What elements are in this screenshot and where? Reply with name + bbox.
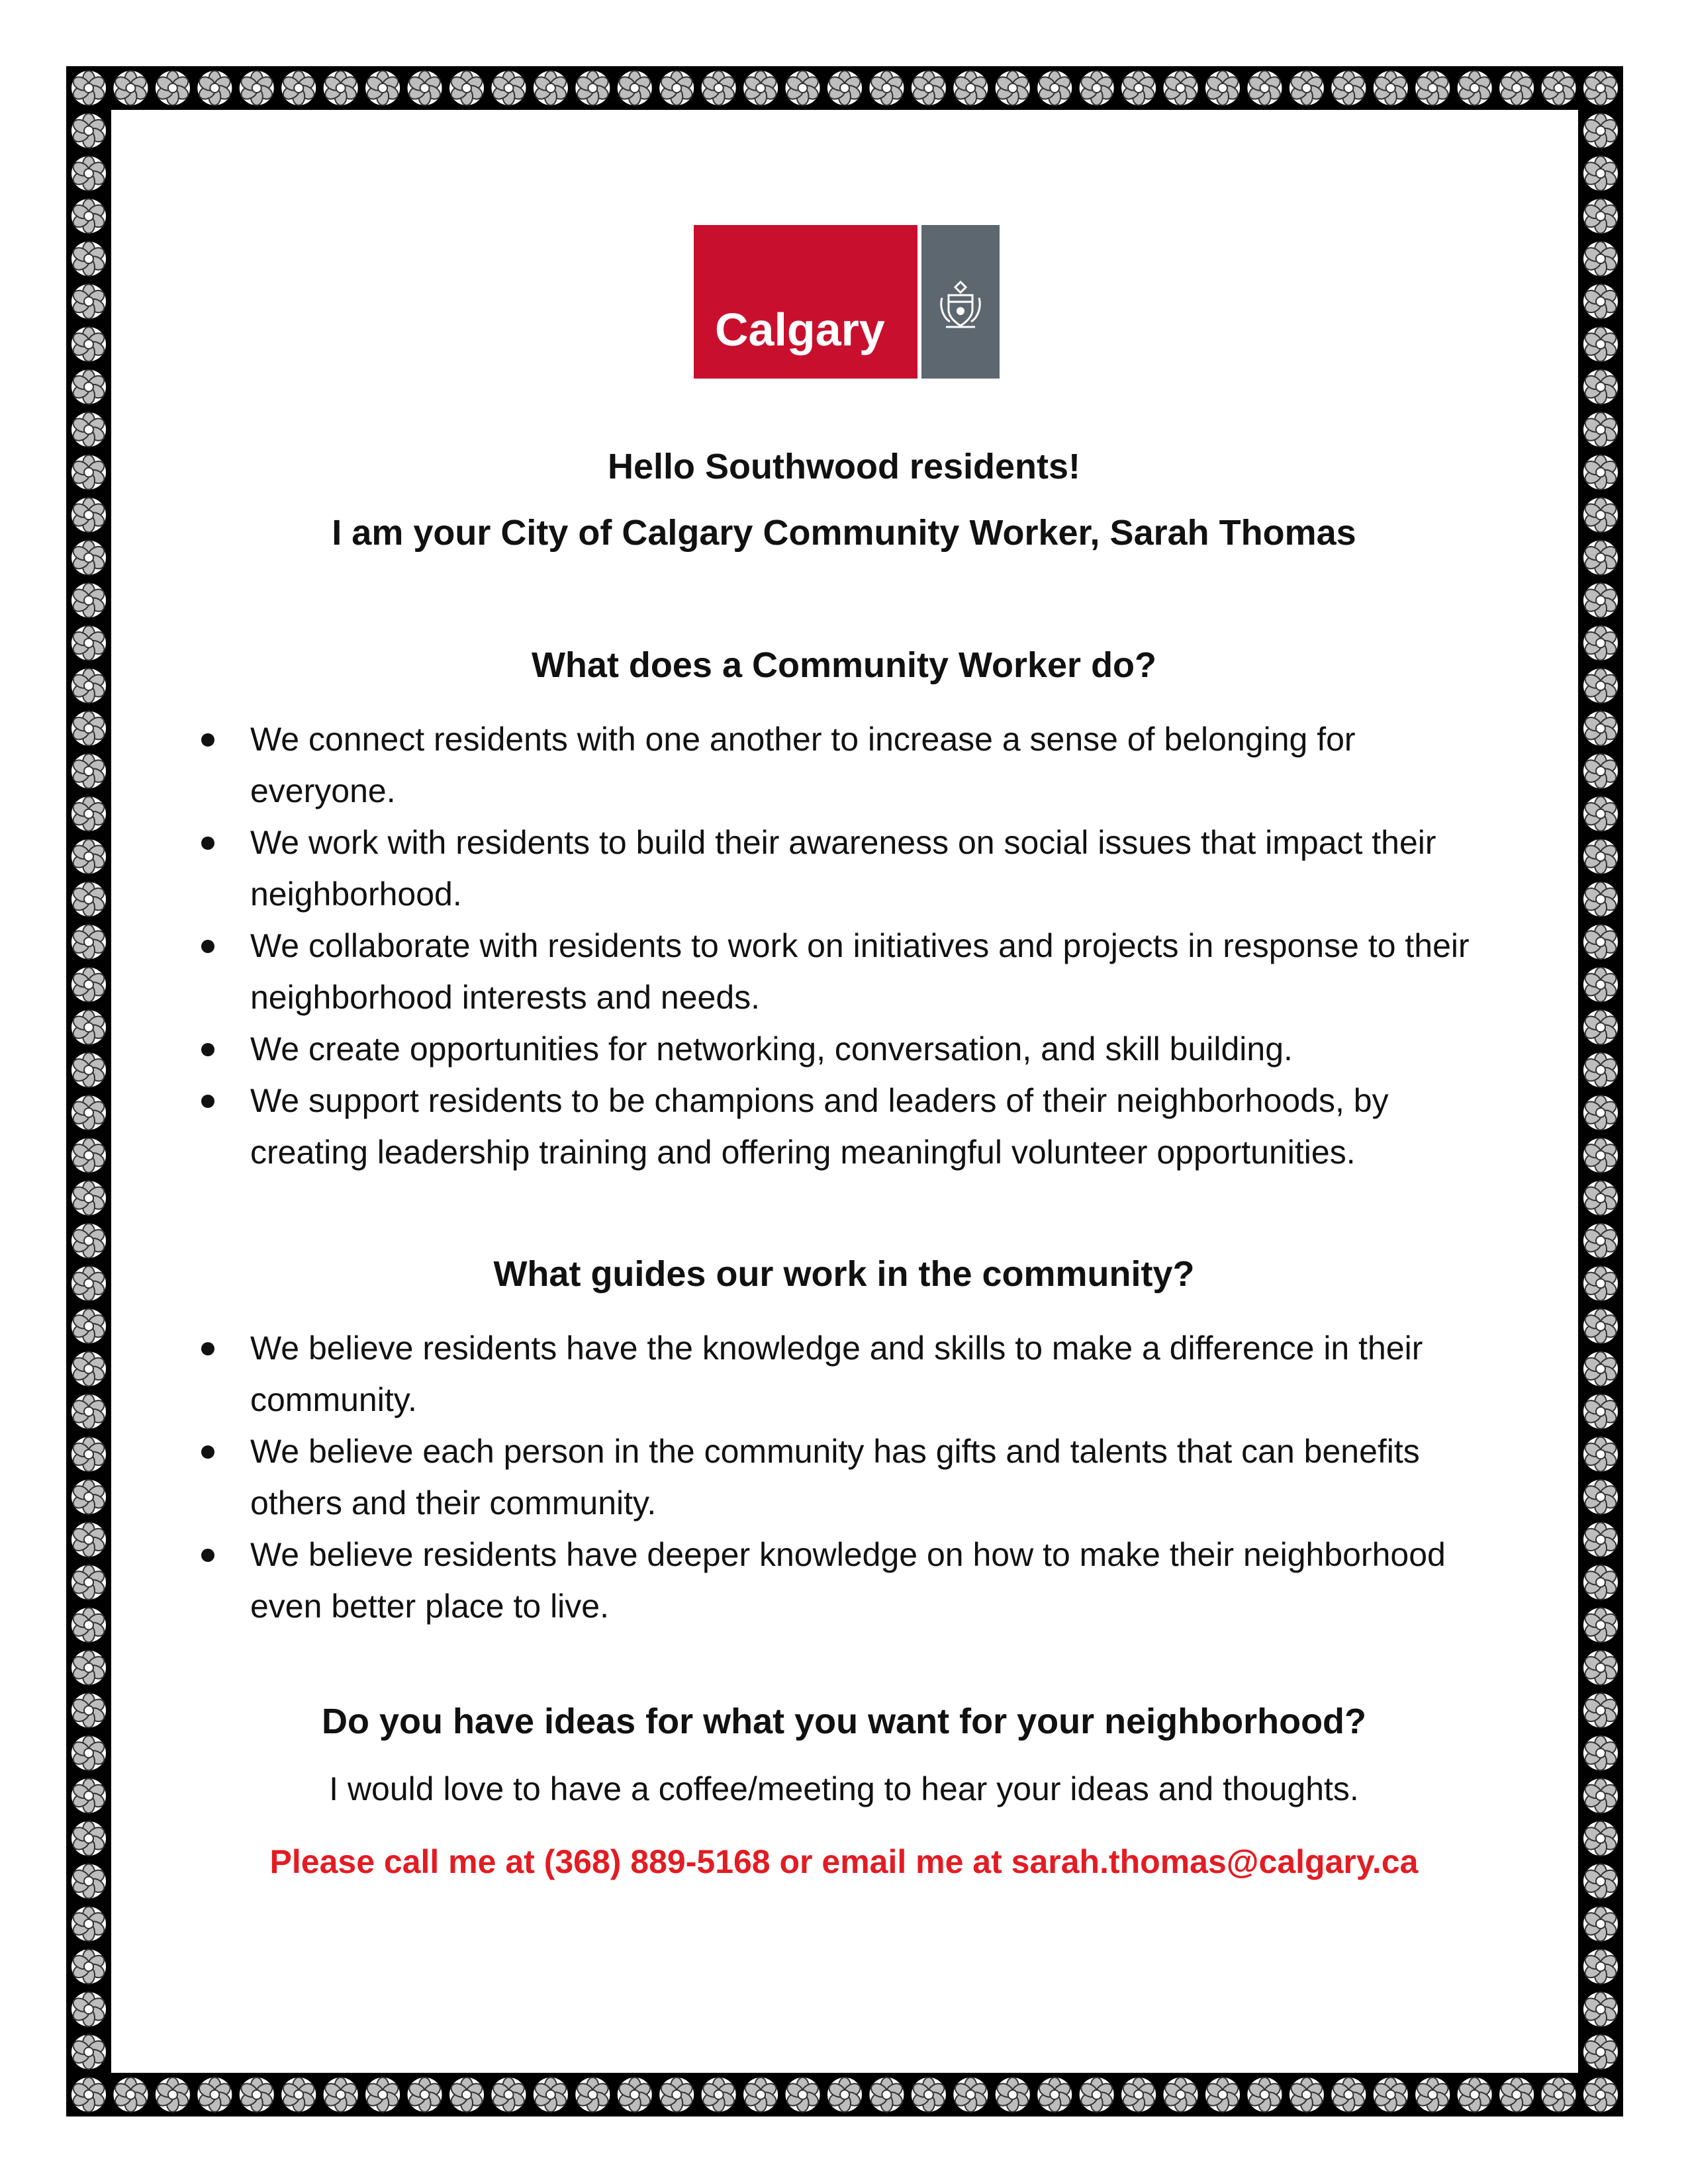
bullet-icon [201, 1342, 214, 1355]
bullet-icon [201, 1043, 214, 1056]
list-item: We collaborate with residents to work on initiatives and projects in response to their neighborhood interests and needs. [179, 920, 1509, 1023]
list-item: We connect residents with one another to increase a sense of belonging for everyone. [179, 713, 1509, 817]
city-of-calgary-logo [694, 225, 1000, 379]
bullet-icon [201, 733, 214, 747]
logo-red-block [694, 225, 917, 379]
greeting-heading: Hello Southwood residents! [607, 447, 1081, 486]
flyer-content [179, 437, 1509, 1885]
section-title-guides: What guides our work in the community? [493, 1254, 1195, 1294]
list-item: We create opportunities for networking, conversation, and skill building. [179, 1023, 1509, 1075]
role-list [179, 713, 1509, 1178]
list-item: We believe each person in the community has gifts and talents that can benefits others and their community. [179, 1426, 1509, 1529]
bullet-icon [201, 1445, 214, 1459]
closing-question: Do you have ideas for what you want for your neighborhood? [321, 1702, 1367, 1741]
bullet-icon [201, 1549, 214, 1562]
section-title-role: What does a Community Worker do? [531, 645, 1157, 685]
contact-line: Please call me at (368) 889-5168 or email me at sarah.thomas@calgary.ca [269, 1843, 1419, 1880]
list-item: We believe residents have deeper knowledge on how to make their neighborhood even better place to live. [179, 1529, 1509, 1632]
closing-invitation: I would love to have a coffee/meeting to hear your ideas and thoughts. [329, 1770, 1359, 1807]
list-item: We work with residents to build their awareness on social issues that impact their neighborhood. [179, 817, 1509, 920]
list-item: We believe residents have the knowledge and skills to make a difference in their community. [179, 1322, 1509, 1426]
logo-grey-block [921, 225, 1000, 379]
bullet-icon [201, 837, 214, 850]
list-item: We support residents to be champions and leaders of their neighborhoods, by creating leadership training and offering meaningful volunteer opportunities. [179, 1075, 1509, 1178]
logo-wordmark: Calgary [715, 304, 885, 355]
intro-heading: I am your City of Calgary Community Worker, Sarah Thomas [332, 513, 1356, 553]
bullet-icon [201, 940, 214, 953]
city-crest-icon [934, 278, 987, 331]
guides-list [179, 1322, 1509, 1632]
bullet-icon [201, 1095, 214, 1108]
